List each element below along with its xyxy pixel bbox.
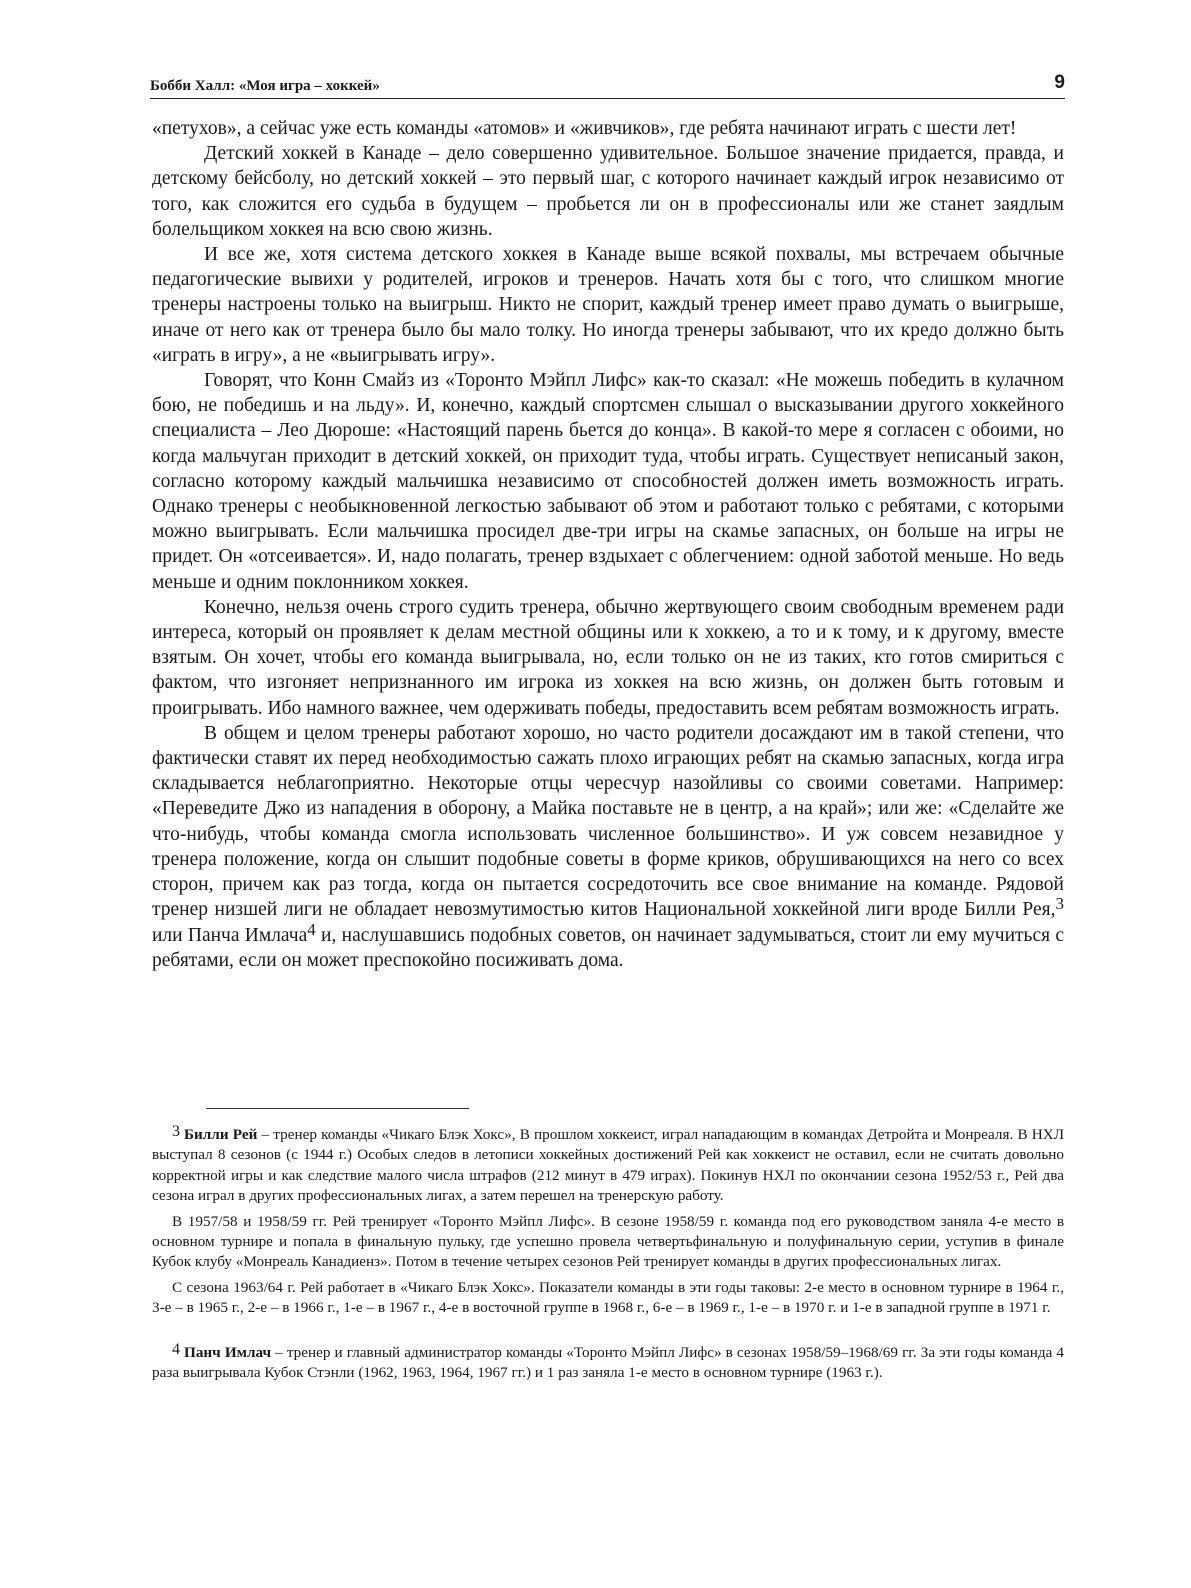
- footnote-3: [152, 1122, 1064, 1207]
- footnotes: [152, 1122, 1064, 1388]
- footnote-3-name: Билли Рей: [184, 1126, 258, 1143]
- page-number: 9: [1054, 72, 1065, 93]
- paragraph-6-part-b: или Панча Имлача: [152, 924, 308, 946]
- footnote-3-number: 3: [172, 1123, 180, 1140]
- paragraph-6-part-a: В общем и целом тренеры работают хорошо, но часто родители досаждают им в такой степени, что фактически ставят их перед необходимостью сажать плохо играющих ребят на скамью запасных, когда игра складывается неблагоприятно. Некоторые отцы чересчур назойливы со своими советами. Например: «Переведите Джо из нападения в оборону, а Майка поставьте не в центр, а на край»; или же: «Сделайте же что-нибудь, чтобы команда смогла использовать численное большинство». И уж совсем незавидное у тренера положение, когда он слышит подобные советы в форме криков, обрушивающихся на него со всех сторон, причем как раз тогда, когда он пытается сосредоточить все свое внимание на команде. Рядовой тренер низшей лиги не обладает невозмутимостью китов Национальной хоккейной лиги вроде Билли Рея,: [152, 722, 1064, 921]
- paragraph-2: Детский хоккей в Канаде – дело совершенно удивительное. Большое значение придается, правда, и детскому бейсболу, но детский хоккей – это первый шаг, с которого начинает каждый игрок независимо от того, как сложится его судьба в будущем – пробьется ли он в профессионалы или же станет заядлым болельщиком хоккея на всю свою жизнь.: [152, 143, 1064, 240]
- paragraph-6-part-c: и, наслушавшись подобных советов, он начинает задумываться, стоит ли ему мучиться с ребятами, если он может преспокойно посиживать дома.: [152, 924, 1065, 971]
- paragraph-5: Конечно, нельзя очень строго судить тренера, обычно жертвующего своим свободным временем ради интереса, который он проявляет к делам местной общины или к хоккею, а то и к тому, и к другому, вместе взятым. Он хочет, чтобы его команда выигрывала, но, если только он не из таких, кто готов смириться с фактом, что изгоняет непризнанного им игрока из хоккея на всю жизнь, он должен быть готовым и проигрывать. Ибо намного важнее, чем одерживать победы, предоставить всем ребятам возможность играть.: [152, 596, 1064, 719]
- footnote-4: [152, 1340, 1064, 1384]
- footnote-3-para-2: В 1957/58 и 1958/59 гг. Рей тренирует «Торонто Мэйпл Лифс». В сезоне 1958/59 г. команда под его руководством заняла 4-е место в основном турнире и попала в финальную пульку, где успешно провела четвертьфинальную и полуфинальную серии, уступив в финале Кубок клубу «Монреаль Канадиенз». Потом в течение четырех сезонов Рей тренирует команды в других профессиональных лигах.: [152, 1212, 1064, 1271]
- footnote-separator: [206, 1108, 469, 1109]
- running-header: [150, 74, 1065, 99]
- footnote-ref-4[interactable]: 4: [307, 919, 316, 939]
- running-title: Бобби Халл: «Моя игра – хоккей»: [150, 78, 380, 94]
- paragraph-4: Говорят, что Конн Смайз из «Торонто Мэйпл Лифс» как-то сказал: «Не можешь победить в кулачном бою, не победишь и на льду». И, конечно, каждый спортсмен слышал о высказывании другого хоккейного специалиста – Лео Дюроше: «Настоящий парень бьется до конца». В какой-то мере я согласен с обоими, но когда мальчуган приходит в детский хоккей, он приходит туда, чтобы играть. Существует неписаный закон, согласно которому каждый мальчишка независимо от способностей должен иметь возможность играть. Однако тренеры с необыкновенной легкостью забывают об этом и работают только с ребятами, с которыми можно выигрывать. Если мальчишка просидел две-три игры на скамье запасных, он больше на игры не придет. Он «отсеивается». И, надо полагать, тренер вздыхает с облегчением: одной заботой меньше. Но ведь меньше и одним поклонником хоккея.: [152, 370, 1064, 593]
- footnote-4-number: 4: [172, 1340, 180, 1358]
- footnote-ref-3[interactable]: 3: [1055, 894, 1064, 914]
- footnote-3-text: – тренер команды «Чикаго Блэк Хокс», В прошлом хоккеист, играл нападающим в командах Детройта и Монреаля. В НХЛ выступал 8 сезонов (с 1944 г.) Особых следов в летописи хоккейных достижений Рей как хоккеист не оставил, если не считать довольно корректной игры и как следствие малого числа штрафов (212 минут в 479 играх). Покинув НХЛ по окончании сезона 1952/53 г., Рей два сезона играл в других профессиональных лигах, а затем перешел на тренерскую работу.: [152, 1126, 1065, 1205]
- footnote-4-name: Панч Имлач: [184, 1343, 272, 1361]
- footnote-4-text: – тренер и главный администратор команды «Торонто Мэйпл Лифс» в сезонах 1958/59–1968/69 гг. За эти годы команда 4 раза выигрывала Кубок Стэнли (1962, 1963, 1964, 1967 гг.) и 1 раз заняла 1-е место в основном турнире (1963 г.).: [152, 1343, 1064, 1382]
- paragraph-1: «петухов», а сейчас уже есть команды «атомов» и «живчиков», где ребята начинают играть с шести лет!: [152, 118, 1017, 139]
- main-text: [152, 116, 1064, 973]
- paragraph-3: И все же, хотя система детского хоккея в Канаде выше всякой похвалы, мы встречаем обычные педагогические вывихи у родителей, игроков и тренеров. Начать хотя бы с того, что слишком многие тренеры настроены только на выигрыш. Никто не спорит, каждый тренер имеет право думать о выигрыше, иначе от него как от тренера было бы мало толку. Но иногда тренеры забывают, что их кредо должно быть «играть в игру», а не «выигрывать игру».: [152, 244, 1064, 366]
- paragraph-6: [152, 721, 1064, 973]
- footnote-gap: [152, 1324, 1064, 1340]
- footnote-3-para-3: С сезона 1963/64 г. Рей работает в «Чикаго Блэк Хокс». Показатели команды в эти годы таковы: 2-е место в основном турнире в 1964 г., 3-е – в 1965 г., 2-е – в 1966 г., 1-е – в 1967 г., 4-е в восточной группе в 1968 г., 6-е – в 1969 г., 1-е – в 1970 г. и 1-е в западной группе в 1971 г.: [152, 1278, 1064, 1317]
